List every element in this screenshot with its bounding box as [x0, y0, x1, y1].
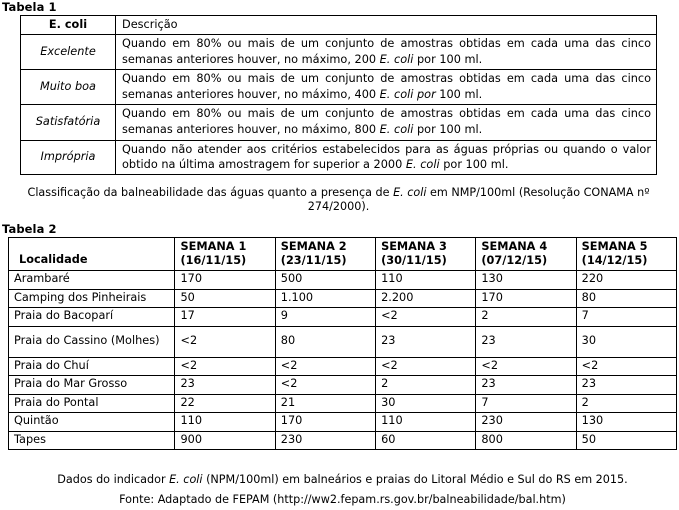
italic-term: E. coli	[405, 157, 440, 171]
semana-4-date: (07/12/15)	[481, 254, 548, 267]
locality-cell: Tapes	[9, 431, 175, 450]
table1-header-ecoli: E. coli	[21, 16, 116, 35]
value-cell: 1.100	[275, 289, 375, 308]
table2-header-semana-1	[175, 238, 275, 271]
value-cell: 130	[476, 271, 576, 290]
value-cell: 22	[175, 394, 275, 413]
locality-cell: Camping dos Pinheirais	[9, 289, 175, 308]
value-cell: 23	[576, 376, 676, 395]
value-cell: 21	[275, 394, 375, 413]
table1-header-descricao: Descrição	[116, 16, 657, 35]
table1-label: Tabela 1	[2, 0, 57, 14]
semana-1-label: SEMANA 1	[180, 240, 247, 253]
table1-desc-impropria	[116, 140, 657, 175]
italic-term: E. coli	[379, 52, 414, 66]
table1-body	[21, 16, 657, 175]
value-cell: 170	[175, 271, 275, 290]
semana-3-label: SEMANA 3	[381, 240, 447, 253]
semana-2-label: SEMANA 2	[280, 240, 347, 253]
table-classificacao	[20, 15, 657, 175]
value-cell: 2	[576, 394, 676, 413]
text-run: em NMP/100ml (Resolução CONAMA nº 274/2000).	[307, 186, 650, 213]
table-row	[9, 376, 677, 395]
table-row	[21, 140, 657, 175]
text-run: Quando em 80% ou mais de um conjunto de amostras obtidas em cada uma das cinco semanas anteriores houver, no máximo, 400	[122, 72, 651, 101]
value-cell: 110	[175, 413, 275, 432]
text-run: Dados do indicador	[57, 473, 170, 486]
value-cell: 23	[476, 376, 576, 395]
value-cell: 2	[376, 376, 476, 395]
table1-key-excelente: Excelente	[21, 35, 116, 70]
table2-header-row	[9, 238, 677, 271]
value-cell: 23	[376, 326, 476, 357]
semana-5-label: SEMANA 5	[581, 240, 648, 253]
value-cell: 9	[275, 308, 375, 327]
value-cell: 7	[576, 308, 676, 327]
value-cell: <2	[275, 376, 375, 395]
value-cell: 130	[576, 413, 676, 432]
italic-term: E. coli por	[379, 87, 436, 101]
text-run: (NPM/100ml) em balneários e praias do Litoral Médio e Sul do RS em 2015.	[202, 473, 628, 486]
locality-cell: Praia do Chuí	[9, 357, 175, 376]
semana-5-date: (14/12/15)	[581, 254, 648, 267]
value-cell: <2	[376, 357, 476, 376]
table1-header-row	[21, 16, 657, 35]
text-run: por 100 ml.	[439, 157, 509, 171]
table2-note	[8, 473, 677, 487]
table-row	[9, 394, 677, 413]
semana-4-label: SEMANA 4	[481, 240, 548, 253]
table2-header-semana-2	[275, 238, 375, 271]
locality-cell: Praia do Bacoparí	[9, 308, 175, 327]
value-cell: 23	[476, 326, 576, 357]
value-cell: 170	[275, 413, 375, 432]
value-cell: 17	[175, 308, 275, 327]
table-dados-ecoli	[8, 237, 677, 450]
value-cell: 23	[175, 376, 275, 395]
value-cell: 110	[376, 271, 476, 290]
value-cell: <2	[376, 308, 476, 327]
locality-cell: Praia do Mar Grosso	[9, 376, 175, 395]
locality-cell: Praia do Cassino (Molhes)	[9, 326, 175, 357]
value-cell: 60	[376, 431, 476, 450]
text-run: Classificação da balneabilidade das águas quanto a presença de	[27, 186, 394, 199]
table2-header-semana-3	[376, 238, 476, 271]
table-row	[9, 357, 677, 376]
text-run: Quando não atender aos critérios estabelecidos para as águas próprias ou quando o valor obtido na última amostragem for superior a 2000	[122, 142, 651, 171]
table1-key-muito-boa: Muito boa	[21, 70, 116, 105]
table2-body	[9, 271, 677, 450]
semana-3-date: (30/11/15)	[381, 254, 447, 267]
table2-label: Tabela 2	[2, 222, 57, 236]
table-row	[21, 105, 657, 140]
value-cell: <2	[175, 357, 275, 376]
italic-term: E. coli	[169, 473, 203, 486]
locality-cell: Praia do Pontal	[9, 394, 175, 413]
semana-1-date: (16/11/15)	[180, 254, 247, 267]
table-row	[9, 289, 677, 308]
table2-header-semana-5	[576, 238, 676, 271]
table1-desc-satisfatoria	[116, 105, 657, 140]
value-cell: 220	[576, 271, 676, 290]
value-cell: 2.200	[376, 289, 476, 308]
value-cell: 170	[476, 289, 576, 308]
value-cell: <2	[175, 326, 275, 357]
value-cell: 900	[175, 431, 275, 450]
text-run: por 100 ml.	[413, 52, 483, 66]
value-cell: 230	[476, 413, 576, 432]
table1-container	[20, 15, 657, 175]
table1-key-impropria: Imprópria	[21, 140, 116, 175]
table2-header-localidade: Localidade	[9, 238, 175, 271]
value-cell: <2	[576, 357, 676, 376]
value-cell: 2	[476, 308, 576, 327]
table2-head	[9, 238, 677, 271]
table-row	[9, 271, 677, 290]
text-run: por 100 ml.	[413, 122, 483, 136]
value-cell: 500	[275, 271, 375, 290]
text-run: 100 ml.	[435, 87, 483, 101]
table1-desc-muito-boa	[116, 70, 657, 105]
value-cell: 7	[476, 394, 576, 413]
table2-container	[8, 237, 677, 450]
table1-caption	[20, 186, 657, 213]
locality-cell: Quintão	[9, 413, 175, 432]
locality-cell: Arambaré	[9, 271, 175, 290]
value-cell: 30	[376, 394, 476, 413]
table-row	[21, 70, 657, 105]
semana-2-date: (23/11/15)	[280, 254, 347, 267]
table1-desc-excelente	[116, 35, 657, 70]
value-cell: 50	[175, 289, 275, 308]
table2-header-semana-4	[476, 238, 576, 271]
value-cell: <2	[476, 357, 576, 376]
italic-term: E. coli	[393, 186, 427, 199]
value-cell: 80	[576, 289, 676, 308]
value-cell: 50	[576, 431, 676, 450]
value-cell: 800	[476, 431, 576, 450]
table-row	[9, 431, 677, 450]
text-run: Quando em 80% ou mais de um conjunto de amostras obtidas em cada uma das cinco semanas anteriores houver, no máximo, 800	[122, 107, 651, 136]
table-row	[21, 35, 657, 70]
value-cell: <2	[275, 357, 375, 376]
text-run: Quando em 80% ou mais de um conjunto de amostras obtidas em cada uma das cinco semanas anteriores houver, no máximo, 200	[122, 37, 651, 66]
table-row	[9, 308, 677, 327]
italic-term: E. coli	[379, 122, 414, 136]
source-note: Fonte: Adaptado de FEPAM (http://ww2.fepam.rs.gov.br/balneabilidade/bal.htm)	[119, 493, 566, 506]
value-cell: 110	[376, 413, 476, 432]
value-cell: 230	[275, 431, 375, 450]
value-cell: 30	[576, 326, 676, 357]
table-row	[9, 326, 677, 357]
table1-key-satisfatoria: Satisfatória	[21, 105, 116, 140]
table-row	[9, 413, 677, 432]
value-cell: 80	[275, 326, 375, 357]
